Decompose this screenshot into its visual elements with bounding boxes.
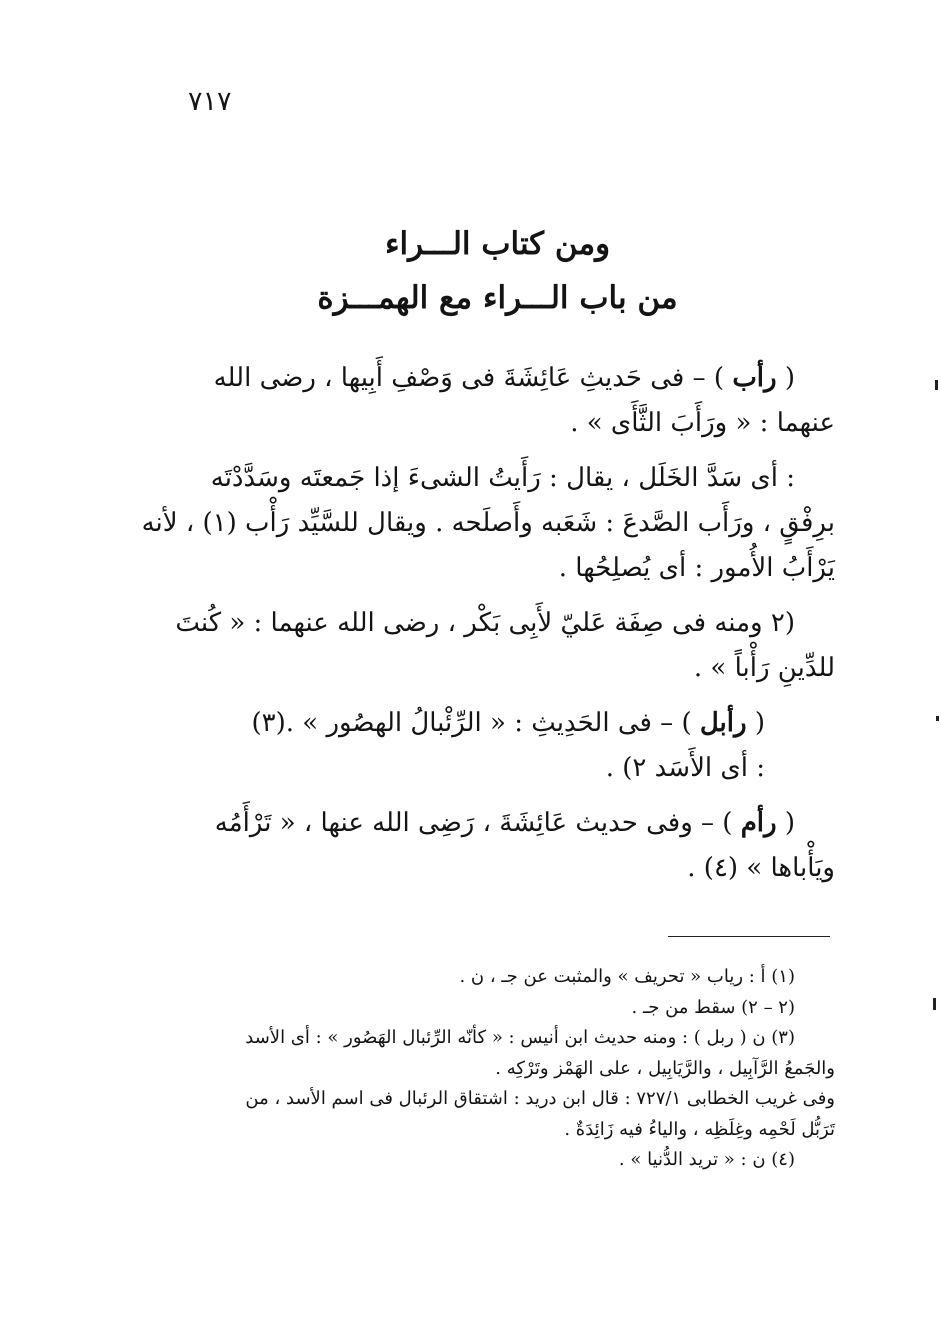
footnote-continuation: والجَمعُ الرَّآبِيل ، والرَّيَابِيل ، على الهَمْز وتَرْكِه . bbox=[495, 1057, 835, 1079]
text-line: : أى سَدَّ الخَلَل ، يقال : رَأَيتُ الشىءَ إذا جَمعتَه وسَدَّدْتَه bbox=[210, 463, 795, 493]
footnote: (١) أ : رياب « تحريف » والمثبت عن جـ ، ن . bbox=[459, 966, 795, 987]
open-paren: ( bbox=[746, 708, 765, 738]
text-line bbox=[160, 356, 835, 401]
entry-raab bbox=[160, 356, 835, 446]
footnote-divider bbox=[668, 936, 830, 937]
text-line: ويَأْباها » (٤) . bbox=[687, 853, 835, 883]
headword: رأبل bbox=[699, 708, 747, 738]
text-line: (٢ ومنه فى صِفَة عَليّ لأَبِى بَكْر ، رضى الله عنهما : « كُنتَ bbox=[175, 608, 795, 638]
open-paren: ( bbox=[776, 363, 795, 393]
text-line bbox=[160, 801, 835, 846]
scan-mark bbox=[933, 998, 936, 1010]
footnote: (٤) ن : « تريد الدُّنيا » . bbox=[618, 1149, 795, 1170]
entry-raabal bbox=[160, 701, 835, 791]
line-rest: ) – وفى حديث عَائِشَةَ ، رَضِى الله عنها ، « تَرْأَمُه bbox=[214, 808, 741, 838]
entry-raam bbox=[160, 801, 835, 891]
chapter-title: ومن كتاب الـــراء bbox=[384, 226, 611, 262]
footnote: (٣) ن ( ربل ) : ومنه حديث ابن أنيس : « كأنّه الرِّئبال الهَصُور » : أى الأسد bbox=[245, 1027, 795, 1048]
headword: رأم bbox=[740, 808, 777, 838]
footnote-continuation: تَرَبُّل لَحْمِه وغِلَظِه ، والياءُ فيه زَائِدَةٌ . bbox=[564, 1118, 835, 1140]
entry-ali-abu-bakr bbox=[160, 601, 835, 691]
text-line bbox=[160, 701, 835, 746]
text-line: يَرْأَبُ الأُمور : أى يُصلِحُها . bbox=[558, 553, 835, 583]
scan-mark bbox=[936, 716, 939, 721]
footnotes bbox=[160, 962, 835, 1176]
open-paren: ( bbox=[776, 808, 795, 838]
headings bbox=[160, 226, 835, 316]
text-line: برِفْقٍ ، ورَأَب الصَّدعَ : شَعَبه وأَصلَحه . ويقال للسَّيِّد رَأْب (١) ، لأنه bbox=[141, 508, 835, 538]
headword: رأب bbox=[732, 363, 777, 393]
line-rest: ) – فى الحَدِيثِ : « الرِّئْبالُ الهصُور » .(٣) bbox=[251, 708, 700, 738]
entry-explanation bbox=[141, 456, 835, 591]
line-rest: ) – فى حَديثِ عَائِشَةَ فى وَصْفِ أَبِيها ، رضى الله bbox=[213, 363, 733, 393]
scan-mark bbox=[935, 380, 938, 390]
page-number: ٧١٧ bbox=[188, 86, 232, 117]
footnote: (٢ – ٢) سقط من جـ . bbox=[631, 996, 795, 1018]
text-line: عنهما : « ورَأَبَ الثَّأَى » . bbox=[570, 408, 835, 438]
section-title: من باب الـــراء مع الهمـــزة bbox=[317, 280, 678, 316]
footnote: وفى غريب الخطابى ٧٢٧/١ : قال ابن دريد : اشتقاق الرئبال فى اسم الأسد ، من bbox=[245, 1088, 835, 1109]
main-text bbox=[141, 356, 835, 901]
text-line: : أى الأَسَد ٢) . bbox=[605, 753, 765, 783]
text-line: للدِّينِ رَأْباً » . bbox=[693, 653, 835, 683]
